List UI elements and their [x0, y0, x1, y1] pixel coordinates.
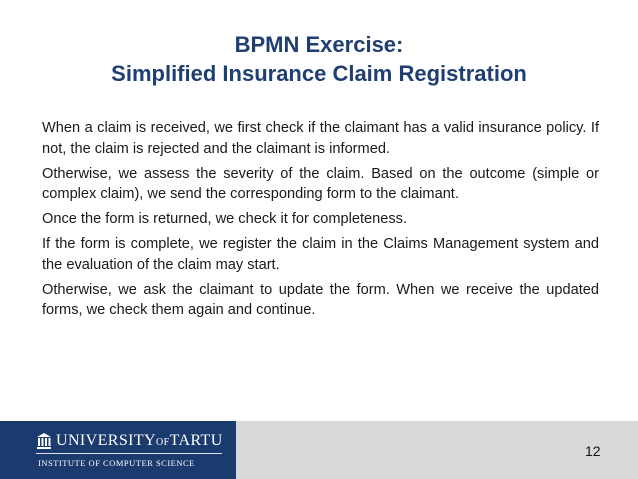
- paragraph: Otherwise, we ask the claimant to update the form. When we receive the updated forms, we check them again and continue.: [42, 281, 599, 318]
- university-building-icon: [36, 432, 52, 450]
- title-line-1: BPMN Exercise:: [234, 32, 404, 57]
- slide-body: [42, 118, 599, 325]
- logo-divider: [36, 453, 222, 454]
- logo-wordmark: [56, 432, 223, 452]
- slide-title: [0, 30, 638, 88]
- paragraph: If the form is complete, we register the claim in the Claims Management system and the evaluation of the claim may start.: [42, 236, 599, 273]
- logo-university: UNIVERSITY: [56, 432, 156, 449]
- page-number: 12: [585, 443, 601, 459]
- paragraph: Once the form is returned, we check it for completeness.: [42, 211, 408, 227]
- logo-subtitle: INSTITUTE OF COMPUTER SCIENCE: [38, 458, 195, 468]
- title-line-2: Simplified Insurance Claim Registration: [111, 61, 527, 86]
- logo-tartu: TARTU: [169, 432, 223, 449]
- university-logo: [0, 421, 236, 479]
- footer-bar: [0, 421, 638, 479]
- logo-of: OF: [156, 437, 170, 448]
- paragraph: When a claim is received, we first check if the claimant has a valid insurance policy. If not, the claim is rejected and the claimant is informed.: [42, 120, 599, 157]
- paragraph: Otherwise, we assess the severity of the claim. Based on the outcome (simple or complex claim), we send the corresponding form to the claimant.: [42, 165, 599, 202]
